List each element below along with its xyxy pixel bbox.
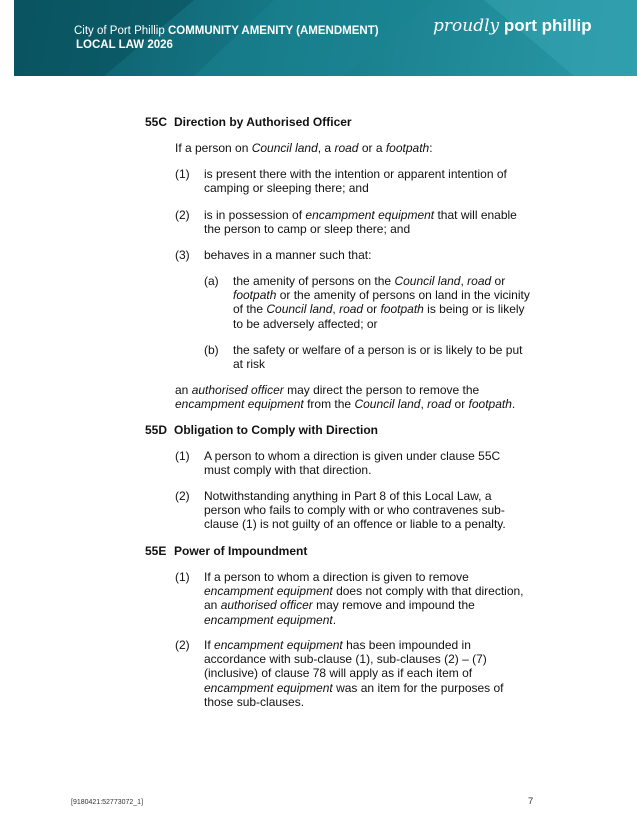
text: or the amenity of persons on land in the vicinity [276,288,530,303]
line: the safety or welfare of a person is or is likely to be put [233,343,523,357]
text: is in possession of [204,208,306,222]
list-marker: (2) [175,638,190,652]
defined-term: road [339,302,364,317]
defined-term: footpath [468,397,512,412]
text: , [420,397,428,412]
list-item [204,167,507,195]
list-marker: (1) [175,449,190,463]
text: , [460,274,468,288]
text: an [204,598,221,613]
text: : [429,141,433,155]
sub-list-item [233,274,530,331]
defined-term: authorised officer [191,383,284,397]
text: an [175,383,192,397]
list-item [204,449,500,477]
defined-term: encampment equipment [204,612,333,627]
text: was an item for the purposes of [332,680,504,695]
line: Notwithstanding anything in Part 8 of this Local Law, a [204,489,492,503]
defined-term: footpath [380,302,424,317]
title-prefix: City of Port Phillip [74,25,168,37]
defined-term: Council land [251,141,318,155]
line: at risk [233,357,266,372]
text: or a [358,141,386,155]
section-number: 55E [145,544,167,558]
list-item [204,570,524,627]
list-item: behaves in a manner such that: [204,248,372,262]
text: or [451,397,469,412]
text: or [491,274,506,288]
text: from the [303,397,355,412]
line: person who fails to comply with or who contravenes sub- [204,503,505,518]
list-item [204,638,504,709]
list-item [204,208,517,236]
section-heading-55e [145,544,307,558]
text: , a [317,141,335,155]
text: If a person on [175,141,252,155]
header-banner [14,0,637,76]
defined-term: road [334,141,359,155]
section-number: 55D [145,423,168,437]
line: (inclusive) of clause 78 will apply as if each item of [204,666,473,681]
list-marker: (2) [175,208,190,222]
section-heading-55c [145,115,352,129]
defined-term: Council land [354,397,421,412]
section-title: Power of Impoundment [174,544,308,558]
list-marker: (3) [175,248,190,262]
section-number: 55C [145,115,168,129]
line: A person to whom a direction is given under clause 55C [204,449,501,463]
section-heading-55d [145,423,378,437]
defined-term: encampment equipment [204,680,333,695]
line: If a person to whom a direction is given to remove [204,570,469,584]
text: may direct the person to remove the [283,383,480,397]
text: , [332,302,340,317]
sub-list-marker: (a) [204,274,219,288]
list-marker: (1) [175,167,190,181]
text: or [363,302,381,317]
section-title: Obligation to Comply with Direction [174,423,378,437]
defined-term: encampment equipment [204,584,333,599]
brand-name: port phillip [499,16,592,35]
line: must comply with that direction. [204,463,372,478]
title-main: COMMUNITY AMENITY (AMENDMENT) [167,25,379,37]
text: is being or is likely [423,302,525,317]
sub-list-marker: (b) [204,343,219,357]
intro-paragraph [175,141,433,155]
text: . [332,612,337,627]
text: of the [233,302,267,317]
line: those sub-clauses. [204,694,305,709]
document-id: [9180421:52773072_1] [71,799,144,806]
text: may remove and impound the [312,598,475,613]
document-title [74,24,379,52]
section-title: Direction by Authorised Officer [174,115,352,129]
line: camping or sleeping there; and [204,181,369,196]
defined-term: encampment equipment [175,397,304,412]
defined-term: footpath [233,288,277,303]
sub-list-item [233,343,522,371]
text: does not comply with that direction, [332,584,524,599]
text: . [511,397,516,412]
closing-paragraph [175,383,515,411]
defined-term: footpath [385,141,430,155]
defined-term: encampment equipment [305,208,435,222]
defined-term: encampment equipment [214,638,343,652]
line: the person to camp or sleep there; and [204,222,411,237]
brand-script: proudly [433,16,500,36]
brand-logo [433,16,592,36]
defined-term: road [467,274,492,288]
defined-term: Council land [394,274,461,288]
text: that will enable [434,208,517,222]
list-marker: (1) [175,570,190,584]
defined-term: road [427,397,452,412]
text: If [204,638,215,652]
line: to be adversely affected; or [233,316,378,331]
line: is present there with the intention or apparent intention of [204,167,507,181]
list-item [204,489,506,532]
line: clause (1) is not guilty of an offence or liable to a penalty. [204,517,506,532]
list-marker: (2) [175,489,190,503]
defined-term: Council land [266,302,333,317]
defined-term: authorised officer [220,598,313,613]
text: the amenity of persons on the [233,274,395,288]
title-second-line: LOCAL LAW 2026 [76,39,173,51]
page-number: 7 [528,796,534,807]
line: accordance with sub-clause (1), sub-clauses (2) – (7) [204,652,487,667]
text: has been impounded in [342,638,471,652]
